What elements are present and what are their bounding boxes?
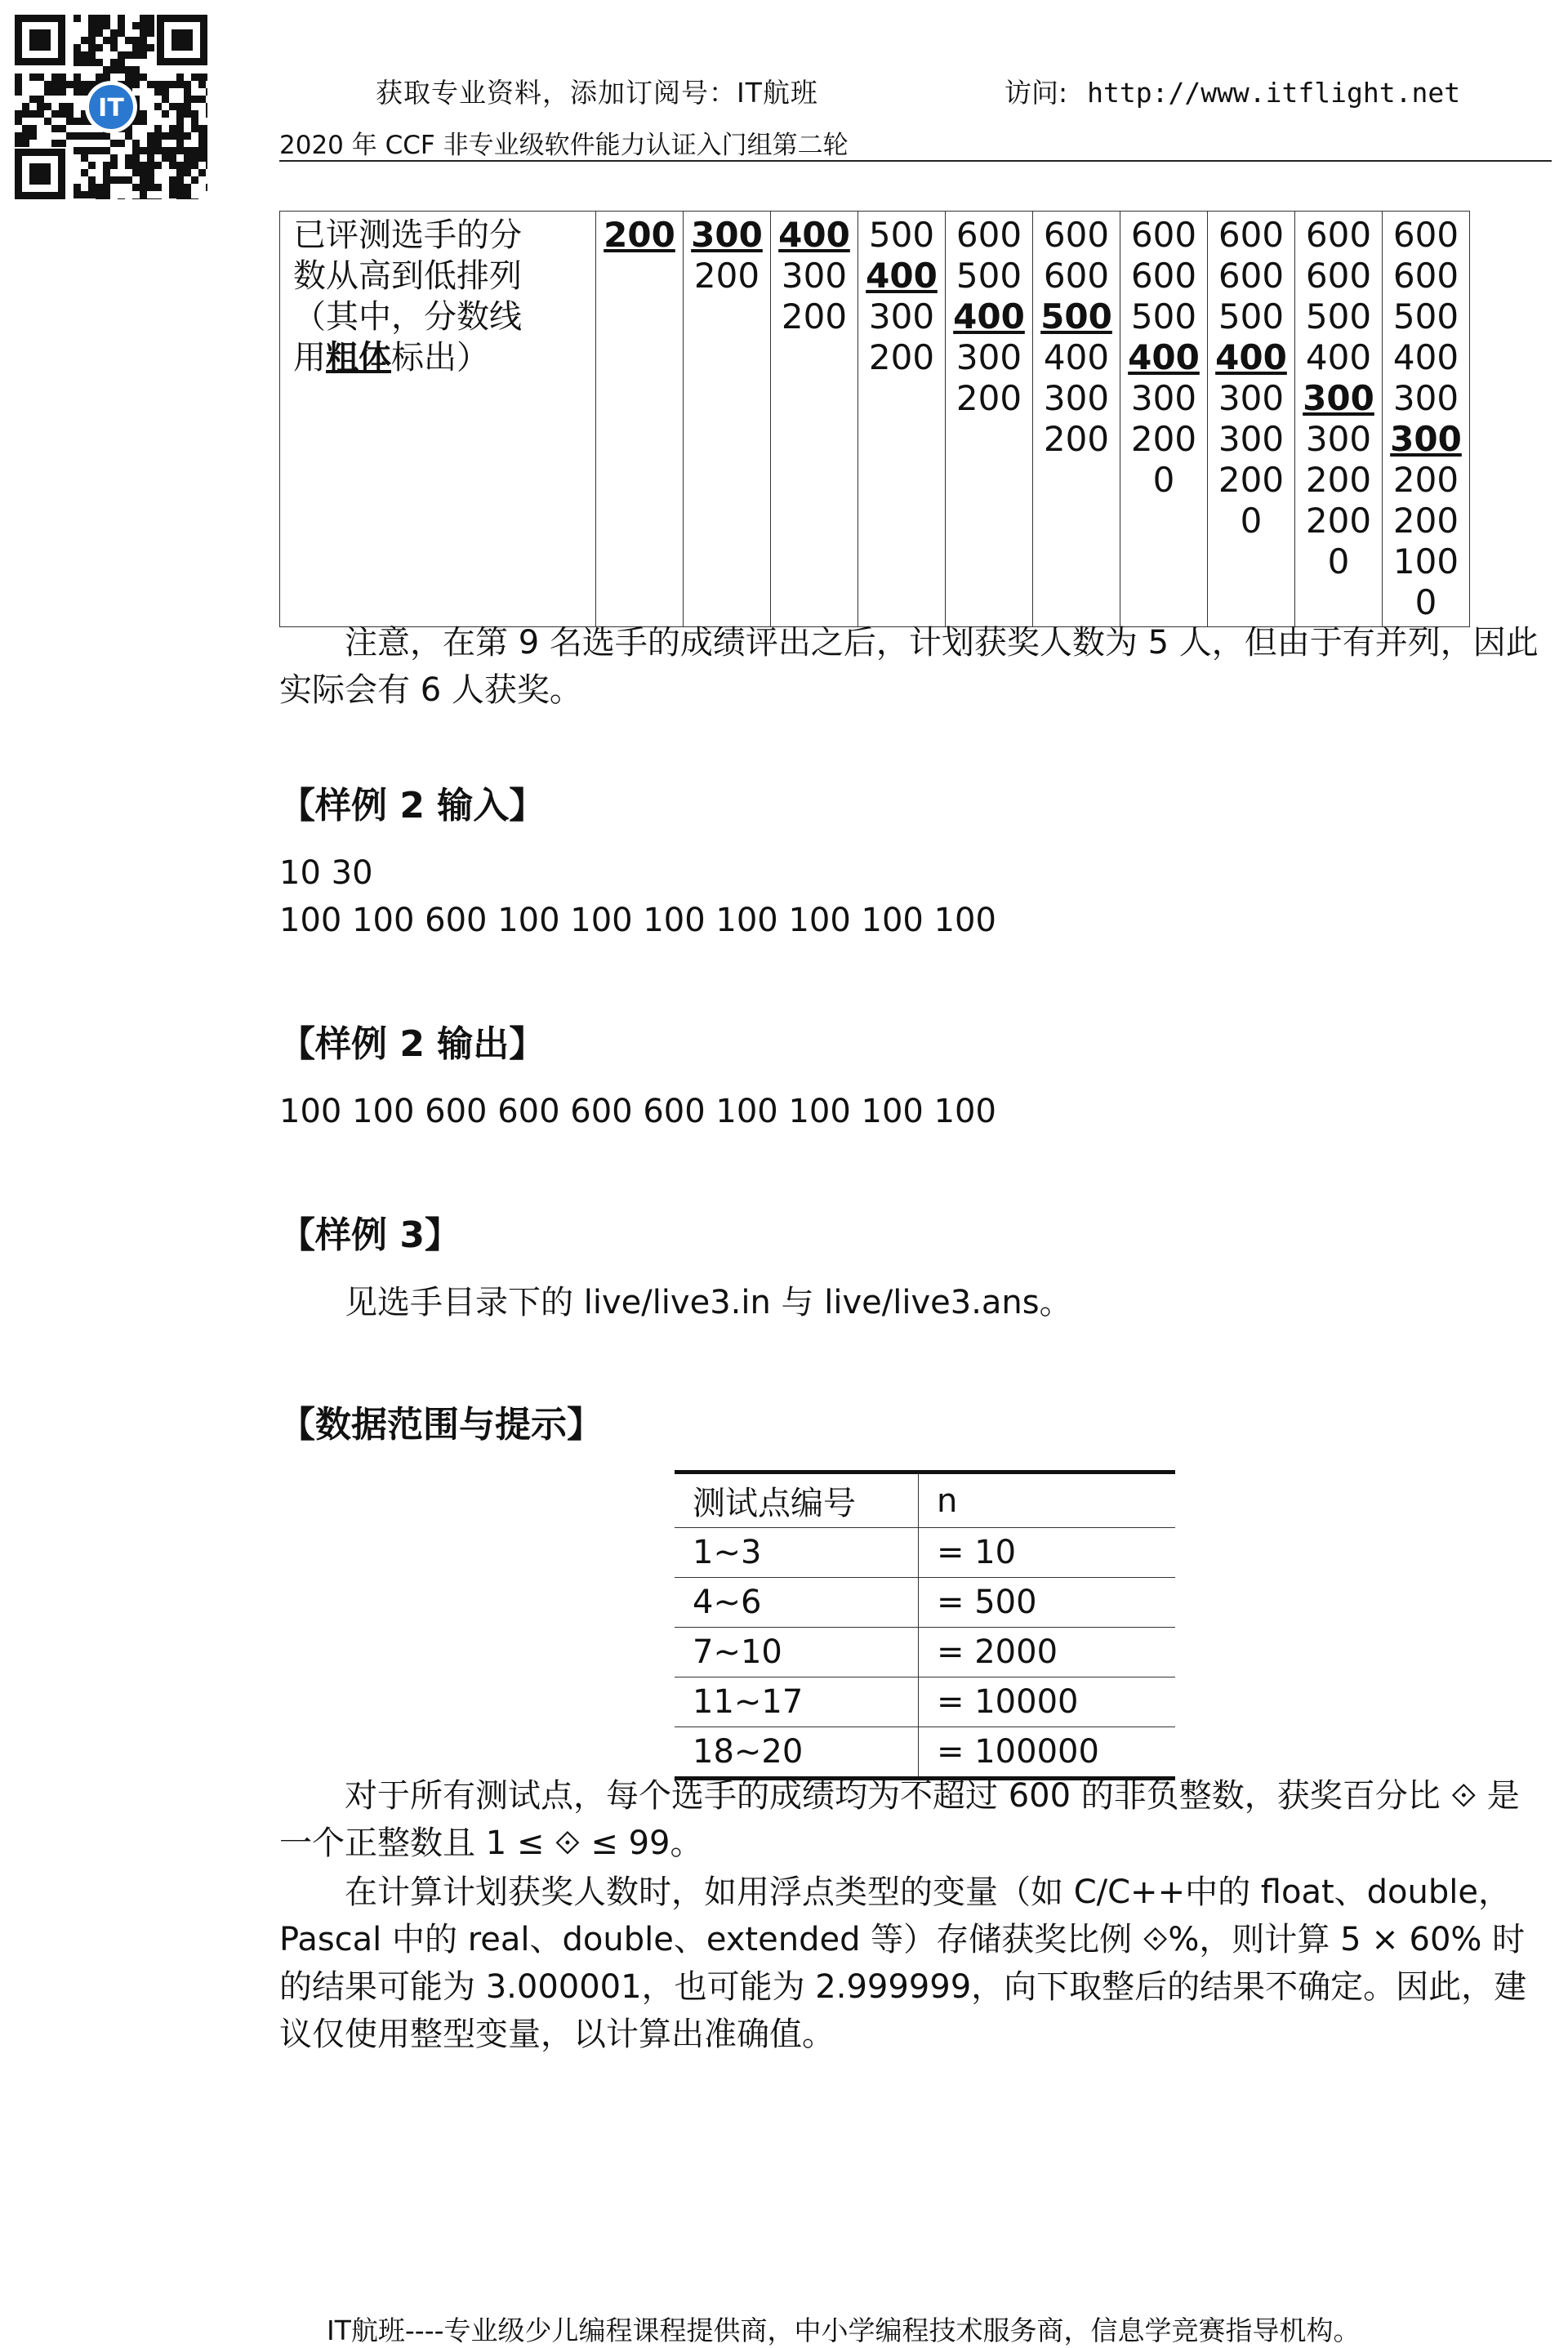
score-value: 200 (1305, 460, 1372, 500)
score-value: 500 (956, 256, 1022, 296)
score-value: 300 (956, 337, 1022, 377)
range-col1-header: 测试点编号 (675, 1473, 919, 1528)
score-table (279, 211, 1470, 627)
score-value: 600 (1043, 256, 1110, 296)
table-row (675, 1628, 1175, 1677)
test-n: = 2000 (919, 1628, 1176, 1677)
footer-text: IT航班----专业级少儿编程课程提供商，中小学编程技术服务商，信息学竞赛指导机构。 (327, 2315, 1361, 2346)
qr-code-image (15, 15, 207, 199)
table-row (675, 1528, 1175, 1578)
score-value: 200 (956, 378, 1022, 418)
score-value: 300 (1218, 378, 1285, 418)
cutoff-score: 400 (953, 296, 1025, 336)
score-value: 300 (1218, 419, 1285, 459)
score-value: 300 (781, 256, 848, 296)
score-value: 200 (1218, 460, 1285, 500)
score-value: 400 (1392, 337, 1459, 377)
score-value: 200 (1305, 501, 1372, 541)
score-value: 200 (781, 296, 848, 336)
qr-badge-text: IT (98, 94, 124, 123)
score-column (596, 212, 684, 627)
cutoff-score: 500 (1040, 296, 1112, 336)
test-id: 1~3 (675, 1528, 919, 1578)
score-value: 600 (956, 215, 1022, 255)
float-note-paragraph: 在计算计划获奖人数时，如用浮点类型的变量（如 C/C++中的 float、double，Pascal 中的 real、double、extended 等）存储获奖比例 ⟐%，则计算 5 × 60% 时的结果可能为 3.000001，也可能为 2.999999，向下取整后的结果不确定。因此，建议仅使用整型变量，以计算出准确值。 (279, 1873, 1527, 2053)
cutoff-score: 300 (691, 215, 763, 255)
score-column (946, 212, 1033, 627)
score-value: 500 (1218, 296, 1285, 336)
sample2-input-line: 10 30 (279, 854, 373, 892)
label-line: （其中，分数线 (293, 298, 522, 336)
test-id: 7~10 (675, 1628, 919, 1677)
sample2-input-heading: 【样例 2 输入】 (279, 785, 546, 826)
cutoff-score: 300 (1303, 378, 1374, 418)
score-column (1295, 212, 1383, 627)
score-column (858, 212, 946, 627)
score-value: 300 (1392, 378, 1459, 418)
test-n: = 10 (919, 1528, 1176, 1578)
score-value: 500 (1130, 296, 1197, 336)
score-value: 600 (1392, 215, 1459, 255)
label-line: 用粗体标出） (293, 339, 489, 376)
label-line: 已评测选手的分 (293, 216, 522, 254)
range-heading: 【数据范围与提示】 (279, 1404, 603, 1446)
score-value: 500 (1305, 296, 1372, 336)
score-value: 300 (868, 296, 935, 336)
score-value: 600 (1218, 256, 1285, 296)
score-value: 0 (1327, 541, 1350, 581)
test-id: 11~17 (675, 1677, 919, 1727)
score-value: 0 (1240, 501, 1263, 541)
note-paragraph: 注意，在第 9 名选手的成绩评出之后，计划获奖人数为 5 人，但由于有并列，因此实际会有 6 人获奖。 (279, 624, 1539, 709)
cutoff-score: 400 (1128, 337, 1200, 377)
cutoff-score: 200 (604, 215, 675, 255)
sample2-output-line: 100 100 600 600 600 600 100 100 100 100 (279, 1093, 996, 1130)
sample2-input-line: 100 100 600 100 100 100 100 100 100 100 (279, 902, 996, 939)
score-value: 500 (868, 215, 935, 255)
test-id: 18~20 (675, 1727, 919, 1779)
score-value: 600 (1392, 256, 1459, 296)
cutoff-score: 400 (866, 256, 938, 296)
constraints-paragraph: 对于所有测试点，每个选手的成绩均为不超过 600 的非负整数，获奖百分比 ⟐ 是一个正整数且 1 ≤ ⟐ ≤ 99。 (279, 1777, 1520, 1862)
doc-title: 2020 年 CCF 非专业级软件能力认证入门组第二轮 (279, 131, 849, 160)
score-table-label (280, 212, 596, 627)
table-row (675, 1677, 1175, 1727)
score-value: 600 (1218, 215, 1285, 255)
table-row (675, 1578, 1175, 1628)
test-n: = 100000 (919, 1727, 1176, 1779)
score-value: 400 (1043, 337, 1110, 377)
range-col2-header: n (919, 1473, 1176, 1528)
score-value: 500 (1392, 296, 1459, 336)
score-column (1120, 212, 1208, 627)
range-header-row (675, 1473, 1175, 1528)
score-column (1033, 212, 1120, 627)
score-column (1383, 212, 1470, 627)
score-value: 0 (1152, 460, 1175, 500)
bold-word: 粗体 (326, 339, 391, 376)
score-value: 600 (1305, 256, 1372, 296)
cutoff-score: 300 (1390, 419, 1462, 459)
range-table (675, 1470, 1175, 1780)
sample3-heading: 【样例 3】 (279, 1214, 461, 1256)
score-value: 300 (1130, 378, 1197, 418)
header-promo: 获取专业资料，添加订阅号：IT航班 (376, 77, 818, 109)
visit-url[interactable]: http://www.itflight.net (1087, 77, 1461, 109)
sample2-output-heading: 【样例 2 输出】 (279, 1023, 546, 1065)
score-value: 100 (1392, 541, 1459, 581)
score-value: 400 (1305, 337, 1372, 377)
label-line: 数从高到低排列 (293, 257, 522, 295)
score-value: 600 (1043, 215, 1110, 255)
score-value: 200 (868, 337, 935, 377)
score-value: 300 (1043, 378, 1110, 418)
score-value: 200 (693, 256, 760, 296)
score-value: 600 (1130, 256, 1197, 296)
score-column (771, 212, 858, 627)
score-value: 600 (1130, 215, 1197, 255)
score-column (684, 212, 771, 627)
sample3-text: 见选手目录下的 live/live3.in 与 live/live3.ans。 (345, 1284, 1072, 1321)
test-n: = 10000 (919, 1677, 1176, 1727)
test-id: 4~6 (675, 1578, 919, 1628)
score-value: 200 (1392, 460, 1459, 500)
score-value: 0 (1414, 582, 1437, 622)
test-n: = 500 (919, 1578, 1176, 1628)
score-value: 200 (1392, 501, 1459, 541)
score-value: 600 (1305, 215, 1372, 255)
header-visit (1004, 72, 1460, 110)
score-value: 200 (1130, 419, 1197, 459)
header-divider (279, 160, 1552, 162)
table-row (675, 1727, 1175, 1779)
visit-label: 访问: (1004, 77, 1068, 109)
score-column (1208, 212, 1295, 627)
score-value: 200 (1043, 419, 1110, 459)
cutoff-score: 400 (778, 215, 850, 255)
score-value: 300 (1305, 419, 1372, 459)
cutoff-score: 400 (1215, 337, 1287, 377)
